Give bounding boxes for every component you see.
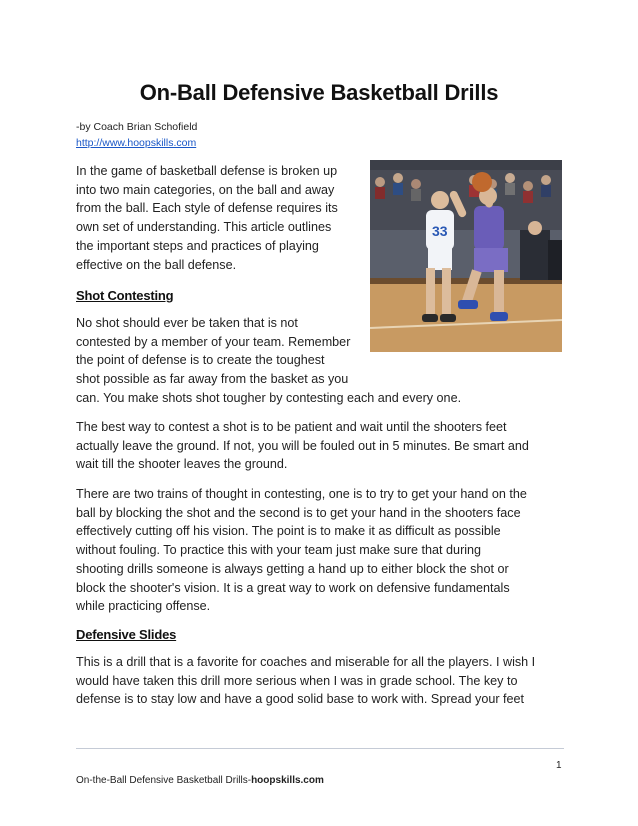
slides-paragraph-1 [76,653,566,709]
text-line: In the game of basketball defense is broken up [76,164,338,178]
text-line: from the ball. Each style of defense requires its [76,201,338,216]
text-line: actually leave the ground. If not, you will be fouled out in 5 minutes. Be smart and [76,438,529,453]
footer-brand: hoopskills.com [251,775,324,786]
text-line: wait till the shooter leaves the ground. [76,457,288,472]
text-line: This is a drill that is a favorite for coaches and miserable for all the players. I wish I [76,655,536,669]
text-line: block the shooter's vision. It is a great way to work on defensive fundamentals [76,580,510,595]
text-line: the important steps and practices of playing [76,238,319,253]
text-line: There are two trains of thought in contesting, one is to try to get your hand on the [76,487,527,501]
text-line: The best way to contest a shot is to be patient and wait until the shooters feet [76,420,507,434]
crowd [370,170,562,230]
footer-title: On-the-Ball Defensive Basketball Drills- [76,775,252,786]
heading-shot-contesting: Shot Contesting [76,288,174,303]
footer-text [76,775,324,786]
author-byline: -by Coach Brian Schofield [76,121,198,133]
text-line: into two main categories, on the ball and away [76,182,335,197]
heading-defensive-slides: Defensive Slides [76,627,177,642]
footer-divider [76,748,564,749]
text-line: effectively cutting off his vision. The point is to make it as difficult as possible [76,524,501,539]
text-line: effective on the ball defense. [76,257,237,272]
text-line: while practicing offense. [76,599,211,614]
text-line: without fouling. To practice this with your team just make sure that during [76,543,482,558]
text-line: ball by blocking the shot and the second is to get your hand in the shooters face [76,505,521,520]
document-title: On-Ball Defensive Basketball Drills [139,80,499,105]
intro-paragraph [76,162,366,274]
text-line: defense is to stay low and have a good solid base to work with. Spread your feet [76,692,525,707]
contest-paragraph-3 [76,485,566,616]
text-line: No shot should ever be taken that is not [76,316,298,330]
contest-paragraph-2 [76,418,566,474]
text-line: would have taken this drill more serious when I was in grade school. The key to [76,673,518,688]
page-number: 1 [556,760,562,771]
website-link[interactable]: http://www.hoopskills.com [76,137,197,149]
text-line: the point of defense is to create the toughest [76,353,325,368]
text-line: shot possible as far away from the basket as you [76,372,349,387]
contest-paragraph-1 [76,314,576,408]
text-line: own set of understanding. This article outlines [76,220,332,235]
jersey-number: 33 [432,223,448,239]
text-line: can. You make shots shot tougher by contesting each and every one. [76,390,462,405]
text-line: shooting drills someone is always getting a hand up to either block the shot or [76,561,509,576]
text-line: contested by a member of your team. Remember [76,334,351,349]
